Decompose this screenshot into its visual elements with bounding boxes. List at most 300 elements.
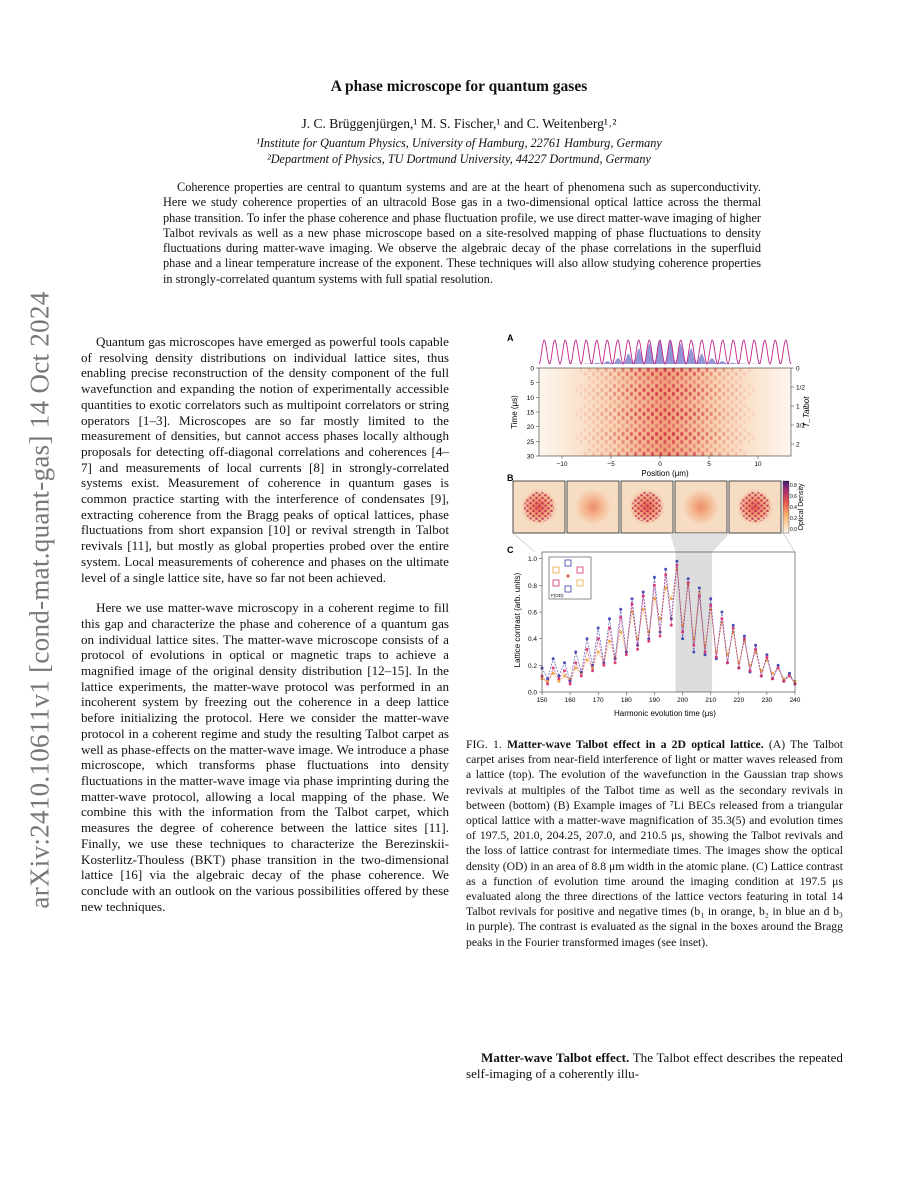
carpet-fringe-spot xyxy=(579,384,582,388)
carpet-fringe-spot xyxy=(739,384,742,388)
carpet-fringe-spot xyxy=(672,408,675,412)
carpet-fringe-spot xyxy=(718,404,721,408)
carpet-fringe-spot xyxy=(697,408,700,412)
carpet-fringe-spot xyxy=(726,404,729,408)
carpet-fringe-spot xyxy=(663,400,666,404)
data-point xyxy=(619,616,622,619)
carpet-fringe-spot xyxy=(693,452,696,456)
carpet-fringe-spot xyxy=(600,388,603,392)
carpet-fringe-spot xyxy=(743,396,746,400)
carpet-fringe-spot xyxy=(718,412,721,416)
carpet-fringe-spot xyxy=(647,368,650,372)
carpet-fringe-spot xyxy=(672,376,675,380)
carpet-fringe-spot xyxy=(680,392,683,396)
carpet-fringe-spot xyxy=(651,404,654,408)
carpet-fringe-spot xyxy=(676,428,679,432)
carpet-fringe-spot xyxy=(680,416,683,420)
carpet-fringe-spot xyxy=(630,368,633,372)
carpet-x-tick-label: 5 xyxy=(707,461,711,468)
data-point xyxy=(552,657,555,660)
carpet-fringe-spot xyxy=(592,444,595,448)
carpet-fringe-spot xyxy=(668,372,671,376)
carpet-fringe-spot xyxy=(638,440,641,444)
carpet-fringe-spot xyxy=(647,400,650,404)
carpet-fringe-spot xyxy=(642,388,645,392)
carpet-fringe-spot xyxy=(718,420,721,424)
carpet-fringe-spot xyxy=(609,396,612,400)
data-point xyxy=(687,577,690,580)
arxiv-identifier xyxy=(18,250,62,950)
carpet-fringe-spot xyxy=(659,420,662,424)
data-point xyxy=(608,627,611,630)
carpet-fringe-spot xyxy=(584,396,587,400)
carpet-y-ticks xyxy=(527,366,539,461)
carpet-fringe-spot xyxy=(613,424,616,428)
carpet-fringe-spot xyxy=(626,396,629,400)
carpet-fringe-spot xyxy=(705,376,708,380)
carpet-fringe-spot xyxy=(705,448,708,452)
carpet-fringe-spot xyxy=(579,368,582,372)
carpet-fringe-spot xyxy=(701,372,704,376)
carpet-fringe-spot xyxy=(600,420,603,424)
x-tick-label: 240 xyxy=(789,697,801,704)
carpet-fringe-spot xyxy=(592,388,595,392)
carpet-fringe-spot xyxy=(722,440,725,444)
carpet-fringe-spot xyxy=(722,408,725,412)
carpet-fringe-spot xyxy=(689,376,692,380)
carpet-fringe-spot xyxy=(596,432,599,436)
carpet-fringe-spot xyxy=(655,424,658,428)
carpet-fringe-spot xyxy=(684,452,687,456)
data-point xyxy=(557,680,560,683)
carpet-fringe-spot xyxy=(634,444,637,448)
data-point xyxy=(760,675,763,678)
data-point xyxy=(726,661,729,664)
figure-1-svg xyxy=(505,330,815,720)
carpet-fringe-spot xyxy=(638,376,641,380)
carpet-fringe-spot xyxy=(714,384,717,388)
carpet-fringe-spot xyxy=(642,380,645,384)
data-point xyxy=(692,651,695,654)
carpet-fringe-spot xyxy=(731,376,734,380)
carpet-fringe-spot xyxy=(638,408,641,412)
carpet-fringe-spot xyxy=(642,452,645,456)
carpet-fringe-spot xyxy=(647,440,650,444)
data-point xyxy=(732,627,735,630)
carpet-y-tick-label: 15 xyxy=(526,409,534,417)
carpet-fringe-spot xyxy=(651,380,654,384)
colorbar-tick-label: 0.4 xyxy=(790,505,797,511)
carpet-fringe-spot xyxy=(705,400,708,404)
carpet-fringe-spot xyxy=(672,432,675,436)
data-point xyxy=(777,664,780,667)
x-tick-label: 190 xyxy=(649,697,660,704)
data-point xyxy=(698,595,701,598)
left-column xyxy=(81,334,449,914)
carpet-fringe-spot xyxy=(747,416,750,420)
carpet-fringe-spot xyxy=(676,396,679,400)
carpet-fringe-spot xyxy=(621,416,624,420)
data-point xyxy=(597,627,600,630)
colorbar-label: Optical Density xyxy=(798,483,805,531)
carpet-fringe-spot xyxy=(579,416,582,420)
carpet-fringe-spot xyxy=(722,368,725,372)
carpet-fringe-spot xyxy=(668,444,671,448)
carpet-fringe-spot xyxy=(613,400,616,404)
data-point xyxy=(664,573,667,576)
carpet-fringe-spot xyxy=(663,440,666,444)
data-point xyxy=(586,648,589,651)
carpet-fringe-spot xyxy=(718,380,721,384)
carpet-fringe-spot xyxy=(638,368,641,372)
carpet-y-tick-label: 0 xyxy=(530,365,534,373)
carpet-fringe-spot xyxy=(668,436,671,440)
carpet-fringe-spot xyxy=(672,440,675,444)
y-tick-label: 0.4 xyxy=(527,636,537,644)
carpet-fringe-spot xyxy=(735,420,738,424)
carpet-fringe-spot xyxy=(584,420,587,424)
carpet-fringe-spot xyxy=(600,452,603,456)
author-list: J. C. Brüggenjürgen,¹ M. S. Fischer,¹ and C. Weitenberg¹˒² xyxy=(301,116,617,131)
carpet-fringe-spot xyxy=(605,400,608,404)
carpet-fringe-spot xyxy=(584,412,587,416)
carpet-fringe-spot xyxy=(693,388,696,392)
carpet-fringe-spot xyxy=(693,396,696,400)
carpet-fringe-spot xyxy=(613,440,616,444)
data-point xyxy=(754,648,757,651)
carpet-fringe-spot xyxy=(726,388,729,392)
carpet-fringe-spot xyxy=(638,400,641,404)
carpet-fringe-spot xyxy=(626,380,629,384)
data-point xyxy=(631,597,634,600)
carpet-fringe-spot xyxy=(621,376,624,380)
carpet-fringe-spot xyxy=(600,372,603,376)
carpet-fringe-spot xyxy=(659,388,662,392)
data-point xyxy=(732,624,735,627)
carpet-fringe-spot xyxy=(588,416,591,420)
carpet-fringe-spot xyxy=(697,424,700,428)
panel-b-images xyxy=(513,481,781,533)
carpet-fringe-spot xyxy=(701,388,704,392)
carpet-fringe-spot xyxy=(743,436,746,440)
carpet-fringe-spot xyxy=(718,444,721,448)
carpet-fringe-spot xyxy=(655,376,658,380)
carpet-fringe-spot xyxy=(676,420,679,424)
carpet-fringe-spot xyxy=(726,412,729,416)
data-point xyxy=(670,624,673,627)
carpet-fringe-spot xyxy=(609,452,612,456)
carpet-fringe-spot xyxy=(705,424,708,428)
carpet-fringe-spot xyxy=(689,424,692,428)
carpet-fringe-spot xyxy=(600,444,603,448)
carpet-fringe-spot xyxy=(705,440,708,444)
carpet-fringe-spot xyxy=(684,404,687,408)
carpet-fringe-spot xyxy=(726,380,729,384)
carpet-fringe-spot xyxy=(668,420,671,424)
data-point xyxy=(614,661,617,664)
carpet-fringe-spot xyxy=(689,448,692,452)
carpet-fringe-spot xyxy=(655,392,658,396)
data-point xyxy=(642,591,645,594)
data-point xyxy=(608,617,611,620)
carpet-fringe-spot xyxy=(655,416,658,420)
carpet-fringe-spot xyxy=(747,432,750,436)
data-point xyxy=(681,631,684,634)
carpet-fringe-spot xyxy=(617,396,620,400)
carpet-fringe-spot xyxy=(722,424,725,428)
carpet-fringe-spot xyxy=(659,452,662,456)
carpet-fringe-spot xyxy=(743,372,746,376)
carpet-fringe-spot xyxy=(710,420,713,424)
carpet-fringe-spot xyxy=(592,428,595,432)
carpet-fringe-spot xyxy=(726,428,729,432)
data-point xyxy=(664,568,667,571)
carpet-fringe-spot xyxy=(626,404,629,408)
talbot-tick-label: 1 xyxy=(796,403,800,411)
carpet-fringe-spot xyxy=(655,408,658,412)
carpet-fringe-spot xyxy=(697,440,700,444)
carpet-fringe-spot xyxy=(705,392,708,396)
carpet-fringe-spot xyxy=(605,384,608,388)
carpet-fringe-spot xyxy=(621,368,624,372)
top-profile-line xyxy=(539,340,791,364)
carpet-fringe-spot xyxy=(701,420,704,424)
carpet-fringe-spot xyxy=(672,400,675,404)
carpet-fringe-spot xyxy=(693,412,696,416)
carpet-fringe-spot xyxy=(592,420,595,424)
carpet-fringe-spot xyxy=(621,440,624,444)
carpet-fringe-spot xyxy=(647,384,650,388)
x-tick-label: 150 xyxy=(536,697,548,704)
carpet-fringe-spot xyxy=(672,448,675,452)
carpet-fringe-spot xyxy=(600,436,603,440)
carpet-fringe-spot xyxy=(668,452,671,456)
carpet-fringe-spot xyxy=(735,428,738,432)
carpet-fringe-spot xyxy=(651,436,654,440)
carpet-fringe-spot xyxy=(642,396,645,400)
data-point xyxy=(720,617,723,620)
carpet-fringe-spot xyxy=(600,380,603,384)
carpet-fringe-spot xyxy=(596,368,599,372)
carpet-fringe-spot xyxy=(663,432,666,436)
carpet-fringe-spot xyxy=(680,424,683,428)
carpet-fringe-spot xyxy=(684,420,687,424)
carpet-x-label: Position (μm) xyxy=(641,469,689,478)
carpet-fringe-spot xyxy=(634,412,637,416)
carpet-fringe-spot xyxy=(596,448,599,452)
carpet-x-tick-label: −5 xyxy=(607,461,615,468)
carpet-fringe-spot xyxy=(689,440,692,444)
carpet-fringe-spot xyxy=(584,388,587,392)
carpet-fringe-spot xyxy=(617,420,620,424)
carpet-fringe-spot xyxy=(697,376,700,380)
carpet-fringe-spot xyxy=(617,412,620,416)
zoom-region-shade xyxy=(670,533,730,552)
carpet-fringe-spot xyxy=(642,412,645,416)
carpet-fringe-spot xyxy=(680,448,683,452)
carpet-fringe-spot xyxy=(726,444,729,448)
carpet-fringe-spot xyxy=(676,388,679,392)
carpet-fringe-spot xyxy=(697,416,700,420)
carpet-fringe-spot xyxy=(722,392,725,396)
carpet-fringe-spot xyxy=(735,412,738,416)
carpet-fringe-spot xyxy=(689,392,692,396)
carpet-fringe-spot xyxy=(726,452,729,456)
carpet-fringe-spot xyxy=(579,392,582,396)
section-talbot-intro xyxy=(466,1050,843,1082)
carpet-fringe-spot xyxy=(584,372,587,376)
data-point xyxy=(546,683,549,686)
carpet-fringe-spot xyxy=(659,372,662,376)
carpet-fringe-spot xyxy=(710,396,713,400)
carpet-fringe-spot xyxy=(684,436,687,440)
carpet-fringe-spot xyxy=(672,392,675,396)
data-point xyxy=(636,648,639,651)
carpet-fringe-spot xyxy=(613,432,616,436)
carpet-fringe-spot xyxy=(651,388,654,392)
carpet-fringe-spot xyxy=(579,440,582,444)
data-point xyxy=(552,667,555,670)
carpet-fringe-spot xyxy=(731,416,734,420)
carpet-fringe-spot xyxy=(701,436,704,440)
carpet-fringe-spot xyxy=(697,384,700,388)
carpet-x-ticks xyxy=(556,456,762,468)
carpet-fringe-spot xyxy=(579,408,582,412)
carpet-fringe-spot xyxy=(609,380,612,384)
carpet-fringe-spot xyxy=(630,384,633,388)
panel-label-a: A xyxy=(507,333,514,343)
carpet-fringe-spot xyxy=(642,436,645,440)
carpet-fringe-spot xyxy=(592,452,595,456)
talbot-top-profile xyxy=(539,340,791,364)
carpet-fringe-spot xyxy=(621,424,624,428)
carpet-fringe-spot xyxy=(647,448,650,452)
carpet-fringe-spot xyxy=(714,424,717,428)
carpet-fringe-spot xyxy=(605,376,608,380)
inset-label: F(OD) xyxy=(551,593,564,598)
data-point xyxy=(580,675,583,678)
carpet-fringe-spot xyxy=(731,368,734,372)
carpet-fringe-spot xyxy=(747,368,750,372)
x-tick-label: 200 xyxy=(677,697,688,704)
carpet-fringe-spot xyxy=(596,424,599,428)
data-point xyxy=(631,603,634,606)
carpet-fringe-spot xyxy=(659,396,662,400)
carpet-fringe-spot xyxy=(684,444,687,448)
carpet-fringe-spot xyxy=(739,448,742,452)
carpet-fringe-spot xyxy=(621,448,624,452)
carpet-fringe-spot xyxy=(739,392,742,396)
carpet-fringe-spot xyxy=(722,384,725,388)
carpet-fringe-spot xyxy=(752,388,755,392)
carpet-fringe-spot xyxy=(722,376,725,380)
carpet-fringe-spot xyxy=(642,420,645,424)
carpet-fringe-spot xyxy=(630,440,633,444)
carpet-fringe-spot xyxy=(647,416,650,420)
data-point xyxy=(771,677,774,680)
data-point xyxy=(653,576,656,579)
carpet-fringe-spot xyxy=(638,432,641,436)
carpet-fringe-spot xyxy=(718,372,721,376)
od-image-lattice xyxy=(524,492,554,522)
carpet-fringe-spot xyxy=(626,372,629,376)
carpet-fringe-spot xyxy=(609,412,612,416)
data-point xyxy=(552,672,555,675)
chart-y-label: Lattice contrast (arb. units) xyxy=(513,572,522,668)
carpet-fringe-spot xyxy=(689,432,692,436)
data-point xyxy=(681,637,684,640)
figure-caption xyxy=(466,737,843,950)
carpet-fringe-spot xyxy=(655,368,658,372)
carpet-fringe-spot xyxy=(743,388,746,392)
carpet-fringe-spot xyxy=(731,440,734,444)
carpet-fringe-spot xyxy=(743,420,746,424)
carpet-fringe-spot xyxy=(621,400,624,404)
carpet-fringe-spot xyxy=(739,416,742,420)
data-point xyxy=(737,667,740,670)
carpet-fringe-spot xyxy=(592,372,595,376)
carpet-fringe-spot xyxy=(651,372,654,376)
carpet-fringe-spot xyxy=(630,408,633,412)
carpet-fringe-spot xyxy=(630,432,633,436)
carpet-fringe-spot xyxy=(743,404,746,408)
carpet-fringe-spot xyxy=(714,448,717,452)
carpet-fringe-spot xyxy=(735,404,738,408)
y-tick-label: 0.2 xyxy=(527,662,537,670)
carpet-y-tick-label: 30 xyxy=(526,453,534,461)
carpet-fringe-spot xyxy=(647,432,650,436)
carpet-fringe-spot xyxy=(676,452,679,456)
carpet-fringe-spot xyxy=(722,400,725,404)
carpet-fringe-spot xyxy=(743,428,746,432)
data-point xyxy=(625,653,628,656)
y-tick-label: 1.0 xyxy=(527,556,537,564)
carpet-x-tick-label: 0 xyxy=(658,461,662,468)
carpet-fringe-spot xyxy=(689,368,692,372)
carpet-fringe-spot xyxy=(684,396,687,400)
carpet-fringe-spot xyxy=(705,408,708,412)
carpet-fringe-spot xyxy=(575,388,578,392)
talbot-carpet xyxy=(539,368,791,456)
talbot-tick-label: 2 xyxy=(796,441,800,449)
talbot-tick-label: 0 xyxy=(796,365,800,373)
data-point xyxy=(557,677,560,680)
carpet-fringe-spot xyxy=(705,368,708,372)
carpet-fringe-spot xyxy=(718,388,721,392)
carpet-fringe-spot xyxy=(731,384,734,388)
data-point xyxy=(563,661,566,664)
chart-x-label: Harmonic evolution time (μs) xyxy=(614,709,716,718)
carpet-fringe-spot xyxy=(630,448,633,452)
carpet-fringe-spot xyxy=(710,428,713,432)
carpet-fringe-spot xyxy=(634,380,637,384)
carpet-fringe-spot xyxy=(714,432,717,436)
data-point xyxy=(653,584,656,587)
data-point xyxy=(586,637,589,640)
carpet-fringe-spot xyxy=(605,392,608,396)
x-tick-label: 160 xyxy=(564,697,576,704)
carpet-fringe-spot xyxy=(718,436,721,440)
carpet-fringe-spot xyxy=(680,440,683,444)
carpet-fringe-spot xyxy=(647,376,650,380)
carpet-fringe-spot xyxy=(726,420,729,424)
talbot-tick-label: 3/2 xyxy=(796,422,806,430)
od-image-lattice xyxy=(632,492,662,522)
affiliation-2: ²Department of Physics, TU Dortmund University, 44227 Dortmund, Germany xyxy=(267,152,651,166)
carpet-fringe-spot xyxy=(739,424,742,428)
carpet-fringe-spot xyxy=(617,404,620,408)
caption-title: Matter-wave Talbot effect in a 2D optical lattice. xyxy=(507,738,764,751)
